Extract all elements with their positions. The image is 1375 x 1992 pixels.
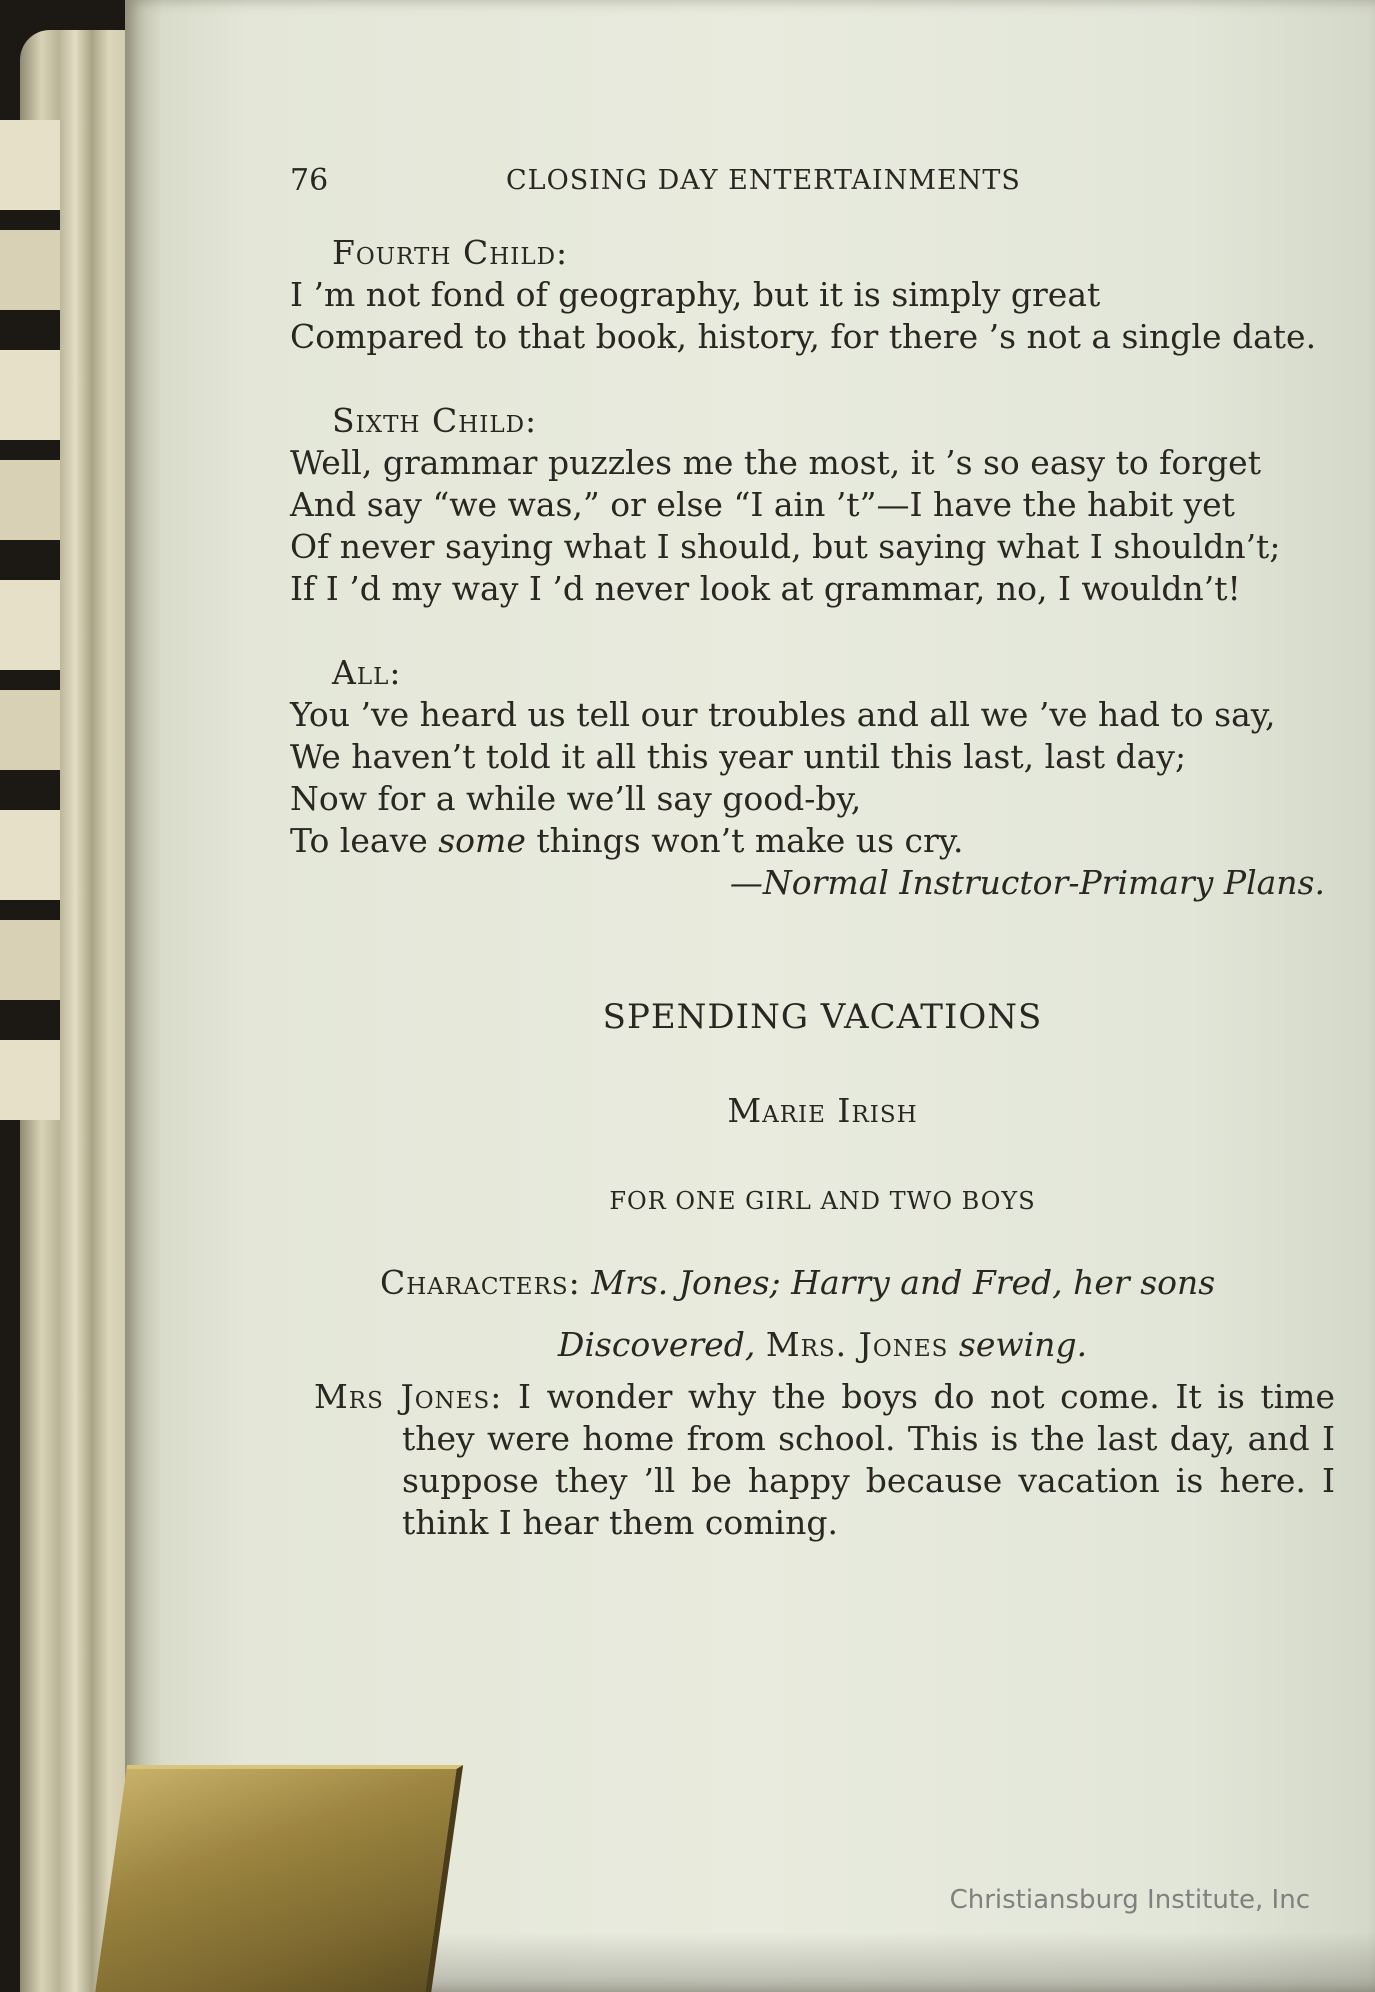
speaker-label: Sixth Child: [332,401,538,440]
author-name: Marie Irish [727,1091,918,1130]
stage-direction [290,1324,1335,1366]
speaker-label: Fourth Child: [332,233,569,272]
attribution: —Normal Instructor-Primary Plans. [729,863,1325,902]
stage-direction-action: sewing. [958,1325,1088,1364]
page-number: 76 [290,163,329,198]
verse-fourth-child [290,232,1335,358]
verse-line: Well, grammar puzzles me the most, it ’s so easy to forget [290,443,1261,482]
stage-direction-name: Mrs. Jones [765,1325,949,1364]
verse-line: Compared to that book, history, for there ’s not a single date. [290,317,1317,356]
cast-line: FOR ONE GIRL AND TWO BOYS [609,1187,1036,1215]
characters-value: Mrs. Jones; Harry and Fred, her sons [591,1263,1216,1302]
verse-line: I ’m not fond of geography, but it is simply great [290,275,1101,314]
verse-line: We haven’t told it all this year until this last, last day; [290,737,1187,776]
speech-speaker: Mrs Jones: [314,1377,503,1416]
characters-label: Characters: [380,1263,581,1302]
stage-direction-italic: Discovered, [557,1325,756,1364]
verse-all [290,652,1335,904]
page-content [290,160,1335,1544]
verse-text: things won’t make us cry. [525,821,964,860]
running-head-title: CLOSING DAY ENTERTAINMENTS [506,165,1021,196]
watermark: Christiansburg Institute, Inc [949,1885,1310,1915]
verse-sixth-child [290,400,1335,610]
speaker-label: All: [332,653,402,692]
verse-line: You ’ve heard us tell our troubles and all we ’ve had to say, [290,695,1276,734]
running-head [290,160,1335,202]
verse-line: And say “we was,” or else “I ain ’t”—I have the habit yet [290,485,1235,524]
verse-line: Now for a while we’ll say good-by, [290,779,862,818]
verse-line: If I ’d my way I ’d never look at grammar, no, I wouldn’t! [290,569,1241,608]
brass-page-clip [93,1765,463,1992]
verse-text: To leave [290,821,439,860]
characters-line [290,1262,1335,1304]
speech-text: I wonder why the boys do not come. It is time they were home from school. This is the last day, and I suppose they ’ll be happy because vacation is here. I think I hear them coming. [402,1377,1335,1542]
emphasis-word: some [438,821,526,860]
torn-page-edges [0,120,60,1120]
verse-line: Of never saying what I should, but saying what I shouldn’t; [290,527,1281,566]
section-title: SPENDING VACATIONS [602,997,1043,1037]
verse-line [290,820,1335,862]
speech-block [290,1376,1335,1544]
